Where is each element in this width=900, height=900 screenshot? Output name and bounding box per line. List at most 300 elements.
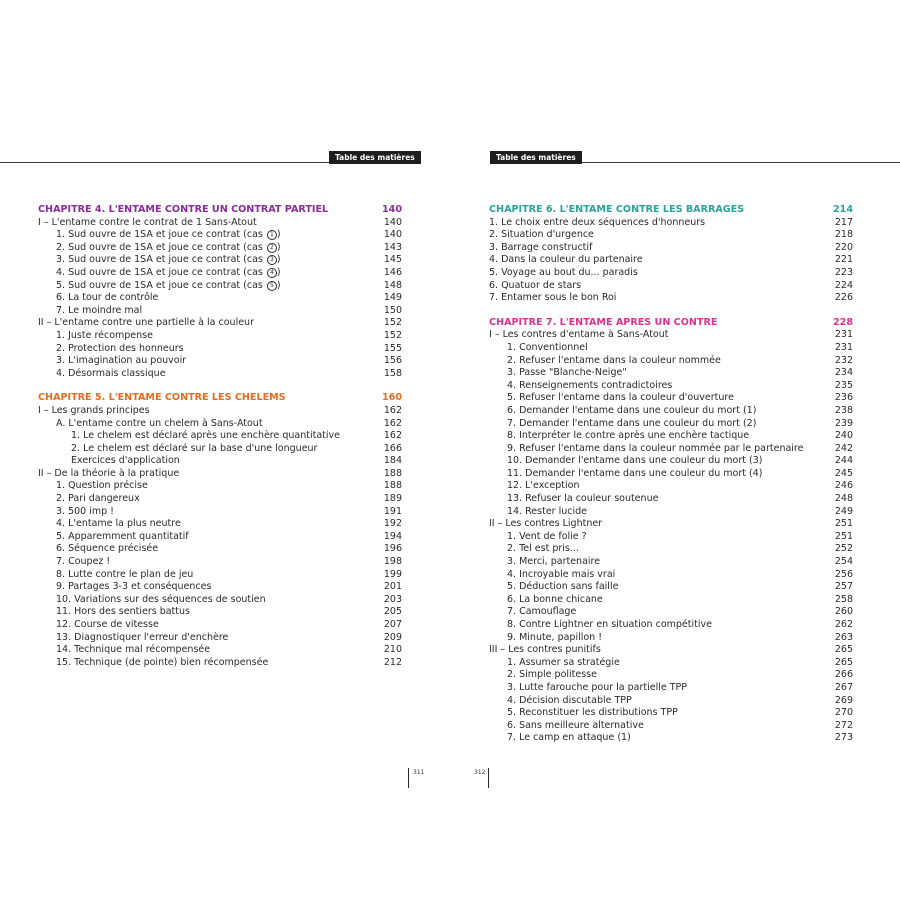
toc-entry[interactable] [38, 468, 402, 481]
toc-entry-text: 7. Le moindre mal [56, 304, 143, 316]
toc-entry[interactable] [38, 355, 402, 368]
toc-entry-text: CHAPITRE 7. L'ENTAME APRÈS UN CONTRE [489, 316, 718, 328]
toc-entry[interactable] [489, 606, 853, 619]
toc-entry-title [56, 368, 362, 381]
toc-entry-text: 2. Refuser l'entame dans la couleur nommée [507, 354, 721, 366]
toc-page-number: 249 [834, 505, 853, 517]
toc-entry-title [71, 455, 362, 468]
toc-entry-title [507, 506, 813, 519]
toc-entry-title [489, 644, 813, 657]
toc-page-number: 267 [834, 681, 853, 693]
toc-entry[interactable] [38, 569, 402, 582]
toc-entry[interactable] [38, 292, 402, 305]
toc-page-number: 265 [834, 656, 853, 668]
toc-page-number: 236 [834, 392, 853, 404]
toc-page-number: 194 [383, 530, 402, 542]
toc-entry-title [56, 506, 362, 519]
toc-page-number: 240 [834, 430, 853, 442]
toc-page-number: 242 [834, 442, 853, 454]
toc-entry[interactable] [489, 581, 853, 594]
toc-page-number: 184 [383, 455, 402, 467]
toc-page-number: 226 [834, 292, 853, 304]
toc-entry-text: 4. Sud ouvre de 1SA et joue ce contrat (cas [56, 266, 263, 278]
toc-page-number: 254 [834, 556, 853, 568]
toc-entry[interactable] [489, 543, 853, 556]
toc-entry-title [56, 518, 362, 531]
toc-entry-text: 3. Passe "Blanche-Neige" [507, 367, 627, 379]
toc-entry-text: 10. Variations sur des séquences de soutien [56, 593, 266, 605]
toc-entry-text: II – Les contres Lightner [489, 518, 603, 530]
toc-left-column [38, 204, 402, 669]
toc-entry[interactable] [38, 506, 402, 519]
toc-entry[interactable] [38, 493, 402, 506]
toc-page-number: 228 [832, 316, 853, 328]
toc-entry-title [56, 569, 362, 582]
toc-entry-text: I – Les contres d'entame à Sans-Atout [489, 329, 669, 341]
toc-entry[interactable] [38, 368, 402, 381]
toc-entry-title: 1. Sud ouvre de 1SA et joue ce contrat (cas 1 ) [56, 229, 281, 241]
toc-entry-text: 4. Dans la couleur du partenaire [489, 254, 643, 266]
toc-entry-text: 12. Course de vitesse [56, 619, 159, 630]
toc-entry-title [507, 480, 813, 493]
toc-entry-title [56, 330, 362, 343]
toc-entry[interactable] [489, 254, 853, 267]
toc-entry[interactable] [489, 594, 853, 607]
toc-page-number: 270 [834, 707, 853, 719]
toc-entry-text: 3. L'imagination au pouvoir [56, 355, 187, 367]
toc-page-number: 248 [834, 493, 853, 505]
toc-entry[interactable] [38, 644, 402, 657]
toc-entry-text: CHAPITRE 5. L'ENTAME CONTRE LES CHELEMS [38, 392, 286, 404]
toc-page-number: 218 [834, 229, 853, 241]
toc-entry[interactable] [38, 543, 402, 556]
toc-page-number: 152 [383, 329, 402, 341]
toc-chapter-heading[interactable] [489, 317, 853, 330]
toc-page-number: 156 [383, 355, 402, 367]
toc-entry[interactable] [38, 418, 402, 431]
toc-entry-title [489, 518, 813, 531]
case-number-circle: 5 [267, 281, 277, 291]
toc-page-number: 205 [383, 606, 402, 618]
toc-entry[interactable] [489, 619, 853, 632]
toc-page-number: 263 [834, 631, 853, 643]
toc-entry-title [56, 305, 362, 318]
toc-entry-text: 5. Sud ouvre de 1SA et joue ce contrat (cas [56, 279, 263, 291]
toc-chapter-heading[interactable] [38, 204, 402, 217]
toc-entry-title [56, 292, 362, 305]
toc-entry[interactable] [489, 657, 853, 670]
toc-page-number: 162 [383, 417, 402, 429]
toc-page-number: 265 [834, 644, 853, 656]
toc-entry-title [489, 329, 813, 342]
toc-entry[interactable] [38, 619, 402, 632]
toc-page-number: 189 [383, 493, 402, 505]
toc-entry-title [507, 355, 813, 368]
toc-entry-title: 3. Sud ouvre de 1SA et joue ce contrat (cas 3 ) [56, 254, 281, 266]
toc-entry[interactable] [489, 380, 853, 393]
toc-page-number: 192 [383, 518, 402, 530]
toc-entry[interactable] [489, 493, 853, 506]
toc-page-number: 252 [834, 543, 853, 555]
toc-entry-title [56, 594, 362, 607]
toc-entry-title [507, 455, 813, 468]
toc-entry[interactable] [489, 556, 853, 569]
toc-entry[interactable] [38, 430, 402, 443]
toc-entry-text: 7. Le camp en attaque (1) [507, 732, 631, 744]
toc-entry[interactable] [489, 267, 853, 280]
toc-entry-text: I – Les grands principes [38, 404, 150, 416]
toc-page-number: 160 [381, 392, 402, 404]
toc-entry-title [507, 720, 813, 733]
toc-entry-title [489, 254, 813, 267]
running-header-right: Table des matières [490, 151, 582, 164]
toc-page-number: 140 [383, 229, 402, 241]
toc-entry-text: 11. Demander l'entame dans une couleur du mort (4) [507, 467, 763, 479]
toc-entry-text: 12. L'exception [507, 480, 580, 492]
toc-entry-text: 6. Sans meilleure alternative [507, 719, 644, 731]
toc-entry[interactable] [38, 518, 402, 531]
toc-entry[interactable] [38, 254, 402, 267]
toc-entry[interactable] [489, 280, 853, 293]
toc-entry-text: CHAPITRE 6. L'ENTAME CONTRE LES BARRAGES [489, 204, 745, 215]
toc-page-number: 188 [383, 467, 402, 479]
toc-entry-text: 9. Refuser l'entame dans la couleur nommée par le partenaire [507, 442, 804, 454]
toc-entry-title [489, 267, 813, 280]
toc-entry-title [507, 443, 813, 456]
toc-entry-title [507, 430, 813, 443]
toc-entry[interactable] [489, 468, 853, 481]
toc-page-number: 273 [834, 732, 853, 744]
toc-entry-title [56, 343, 362, 356]
toc-entry-title [507, 405, 813, 418]
toc-entry[interactable] [489, 405, 853, 418]
toc-entry-title [507, 732, 813, 745]
toc-page-number: 260 [834, 606, 853, 618]
toc-entry-title [489, 292, 813, 305]
toc-page-number: 245 [834, 467, 853, 479]
toc-entry-text: II – L'entame contre une partielle à la couleur [38, 317, 254, 329]
toc-entry-text: 8. Contre Lightner en situation compétitive [507, 619, 712, 630]
toc-entry-text: 2. Le chelem est déclaré sur la base d'une longueur [71, 442, 318, 454]
toc-entry-title [507, 392, 813, 405]
toc-entry-title [507, 569, 813, 582]
toc-entry[interactable] [489, 217, 853, 230]
toc-entry-title [56, 619, 362, 632]
toc-entry[interactable] [38, 405, 402, 418]
toc-entry-text: 2. Protection des honneurs [56, 342, 184, 354]
toc-page-number: 220 [834, 241, 853, 253]
toc-entry[interactable] [38, 606, 402, 619]
toc-entry-text: 5. Refuser l'entame dans la couleur d'ouverture [507, 392, 734, 404]
toc-entry-title [489, 242, 813, 255]
toc-entry-text: 5. Reconstituer les distributions TPP [507, 707, 678, 719]
toc-entry[interactable] [38, 317, 402, 330]
toc-entry[interactable] [489, 443, 853, 456]
toc-entry-title [38, 217, 362, 230]
toc-entry-title [507, 468, 813, 481]
toc-entry-text: 8. Lutte contre le plan de jeu [56, 568, 194, 580]
toc-entry-text: 1. Sud ouvre de 1SA et joue ce contrat (cas [56, 229, 263, 241]
toc-page-number: 152 [383, 317, 402, 329]
toc-entry[interactable] [38, 531, 402, 544]
toc-entry[interactable] [489, 632, 853, 645]
toc-entry-text: 1. Le choix entre deux séquences d'honneurs [489, 216, 706, 228]
page-number-right: 312 [474, 769, 486, 776]
toc-page-number: 143 [383, 241, 402, 253]
toc-entry-text: 7. Demander l'entame dans une couleur du mort (2) [507, 417, 757, 429]
case-number-circle: 1 [267, 230, 277, 240]
toc-page-number: 155 [383, 342, 402, 354]
toc-entry-text: 3. Sud ouvre de 1SA et joue ce contrat (cas [56, 254, 263, 266]
toc-entry-title [56, 644, 362, 657]
toc-entry-title [507, 657, 813, 670]
toc-entry[interactable] [489, 707, 853, 720]
toc-entry-title [507, 619, 813, 632]
toc-entry[interactable] [38, 443, 402, 456]
case-number-circle: 2 [267, 243, 277, 253]
toc-entry-text: 5. Voyage au bout du... paradis [489, 266, 638, 278]
toc-page-number: 207 [383, 619, 402, 630]
toc-entry-text: 6. Demander l'entame dans une couleur du mort (1) [507, 404, 757, 416]
toc-entry-title [507, 581, 813, 594]
toc-entry[interactable] [489, 418, 853, 431]
toc-entry-text: 2. Sud ouvre de 1SA et joue ce contrat (cas [56, 241, 263, 253]
toc-entry[interactable] [489, 732, 853, 745]
toc-entry[interactable] [489, 531, 853, 544]
toc-entry[interactable] [38, 480, 402, 493]
toc-entry-text: 11. Hors des sentiers battus [56, 606, 190, 618]
toc-entry-text: Exercices d'application [71, 455, 180, 467]
toc-entry[interactable] [38, 455, 402, 468]
toc-entry-text: III – Les contres punitifs [489, 644, 601, 656]
toc-entry-text: 7. Coupez ! [56, 556, 111, 568]
toc-entry[interactable] [38, 343, 402, 356]
toc-page-number: 191 [383, 505, 402, 517]
toc-entry-text: 6. Quatuor de stars [489, 279, 582, 291]
toc-entry-text: 3. Barrage constructif [489, 241, 593, 253]
toc-entry-title [507, 707, 813, 720]
toc-entry-text: 2. Tel est pris... [507, 543, 579, 555]
toc-page-number: 158 [383, 367, 402, 379]
toc-chapter-heading[interactable] [489, 204, 853, 217]
toc-page-number: 150 [383, 304, 402, 316]
toc-entry[interactable] [38, 556, 402, 569]
toc-entry-text: 7. Camouflage [507, 606, 577, 618]
toc-page-number: 238 [834, 404, 853, 416]
toc-entry[interactable] [489, 506, 853, 519]
toc-entry-title [56, 543, 362, 556]
toc-entry[interactable] [489, 367, 853, 380]
toc-entry[interactable] [38, 217, 402, 230]
toc-entry-text: 1. Juste récompense [56, 329, 153, 341]
toc-entry-title [507, 682, 813, 695]
toc-page-number: 266 [834, 669, 853, 681]
running-header-left: Table des matières [329, 151, 421, 164]
toc-entry-title: 2. Sud ouvre de 1SA et joue ce contrat (cas 2 ) [56, 241, 281, 253]
toc-page-number: 140 [381, 204, 402, 215]
toc-entry[interactable] [38, 632, 402, 645]
toc-entry-title [507, 493, 813, 506]
toc-page-number: 212 [383, 656, 402, 668]
toc-entry[interactable] [489, 669, 853, 682]
toc-entry-title [38, 204, 362, 217]
toc-entry-title [56, 355, 362, 368]
toc-entry[interactable] [489, 695, 853, 708]
toc-entry-title [56, 556, 362, 569]
toc-page-number: 214 [832, 204, 853, 215]
toc-entry-text: 5. Déduction sans faille [507, 581, 619, 593]
toc-entry[interactable] [489, 355, 853, 368]
toc-entry[interactable] [489, 480, 853, 493]
toc-entry-title [38, 317, 362, 330]
toc-entry-text: 6. La bonne chicane [507, 593, 603, 605]
toc-entry[interactable] [38, 229, 402, 242]
toc-entry-title [56, 581, 362, 594]
toc-entry-text: 13. Refuser la couleur soutenue [507, 493, 659, 505]
toc-entry-text: 14. Technique mal récompensée [56, 644, 211, 656]
toc-entry-title [489, 280, 813, 293]
toc-page-number: 239 [834, 417, 853, 429]
toc-page-number: 257 [834, 581, 853, 593]
section-gap [38, 380, 402, 392]
toc-entry[interactable] [38, 280, 402, 293]
toc-page-number: 198 [383, 556, 402, 568]
toc-entry-text: 6. Séquence précisée [56, 543, 159, 555]
toc-entry[interactable] [38, 305, 402, 318]
toc-entry-title [489, 217, 813, 230]
toc-page-number: 258 [834, 593, 853, 605]
toc-entry-title [56, 531, 362, 544]
toc-entry-text: 8. Interpréter le contre après une enchère tactique [507, 430, 750, 442]
toc-entry[interactable] [489, 644, 853, 657]
folio-divider-left [408, 768, 409, 788]
toc-entry[interactable] [489, 392, 853, 405]
toc-entry[interactable] [489, 342, 853, 355]
toc-entry[interactable] [489, 518, 853, 531]
toc-page-number: 140 [383, 216, 402, 228]
toc-entry-text: II – De la théorie à la pratique [38, 467, 180, 479]
toc-entry-title [507, 606, 813, 619]
toc-entry[interactable] [38, 594, 402, 607]
toc-entry-title [489, 229, 813, 242]
toc-entry-text: 1. Assumer sa stratégie [507, 656, 620, 668]
toc-entry-text: 9. Minute, papillon ! [507, 631, 603, 643]
section-gap [489, 305, 853, 317]
toc-page-number: 146 [383, 266, 402, 278]
toc-page-number: 166 [383, 442, 402, 454]
toc-right-column [489, 204, 853, 745]
toc-entry-title [56, 480, 362, 493]
toc-entry-title [489, 204, 813, 217]
toc-entry-text: 2. Pari dangereux [56, 493, 140, 505]
toc-entry-title [507, 556, 813, 569]
toc-entry[interactable] [489, 682, 853, 695]
toc-entry-text: 9. Partages 3-3 et conséquences [56, 581, 212, 593]
toc-entry-text: 13. Diagnostiquer l'erreur d'enchère [56, 631, 229, 643]
toc-page-number: 149 [383, 292, 402, 304]
toc-entry[interactable] [489, 455, 853, 468]
toc-entry[interactable] [38, 657, 402, 670]
toc-entry[interactable] [38, 267, 402, 280]
toc-entry[interactable] [489, 229, 853, 242]
toc-entry-title [56, 493, 362, 506]
toc-entry-title [507, 367, 813, 380]
toc-page-number: 162 [383, 430, 402, 442]
toc-entry-title [507, 418, 813, 431]
toc-entry-title [507, 342, 813, 355]
toc-entry-text: 1. Vent de folie ? [507, 530, 587, 542]
toc-entry-text: 6. La tour de contrôle [56, 292, 159, 304]
toc-entry-text: I – L'entame contre le contrat de 1 Sans-Atout [38, 216, 257, 228]
toc-page-number: 251 [834, 518, 853, 530]
toc-page-number: 188 [383, 480, 402, 492]
toc-entry-title [507, 594, 813, 607]
toc-entry[interactable] [38, 330, 402, 343]
toc-entry[interactable] [38, 242, 402, 255]
toc-entry-text: 2. Situation d'urgence [489, 229, 594, 241]
toc-page-number: 234 [834, 367, 853, 379]
toc-entry[interactable] [38, 581, 402, 594]
toc-page-number: 223 [834, 266, 853, 278]
toc-entry-text: 1. Conventionnel [507, 341, 588, 353]
toc-entry[interactable] [489, 242, 853, 255]
toc-page-number: 201 [383, 581, 402, 593]
toc-page-number: 231 [834, 341, 853, 353]
toc-entry-title [56, 657, 362, 670]
toc-entry-text: 3. Merci, partenaire [507, 556, 601, 568]
toc-entry-title [71, 430, 362, 443]
toc-page-number: 262 [834, 619, 853, 630]
toc-page-number: 221 [834, 254, 853, 266]
toc-page-number: 217 [834, 216, 853, 228]
toc-entry-text: CHAPITRE 4. L'ENTAME CONTRE UN CONTRAT PARTIEL [38, 204, 329, 215]
toc-entry[interactable] [489, 569, 853, 582]
toc-entry-text: 15. Technique (de pointe) bien récompensée [56, 656, 269, 668]
toc-entry-title [507, 380, 813, 393]
folio-divider-right [488, 768, 489, 788]
toc-page-number: 231 [834, 329, 853, 341]
toc-entry-text: A. L'entame contre un chelem à Sans-Atout [56, 417, 263, 429]
case-number-circle: 4 [267, 268, 277, 278]
toc-page-number: 232 [834, 354, 853, 366]
toc-page-number: 148 [383, 279, 402, 291]
toc-entry-text: 1. Le chelem est déclaré après une enchère quantitative [71, 430, 341, 442]
toc-page-number: 196 [383, 543, 402, 555]
toc-entry-text: 2. Simple politesse [507, 669, 597, 681]
toc-chapter-heading[interactable] [38, 392, 402, 405]
case-number-circle: 3 [267, 255, 277, 265]
toc-page-number: 235 [834, 379, 853, 391]
toc-entry-text: 10. Demander l'entame dans une couleur du mort (3) [507, 455, 763, 467]
toc-page-number: 224 [834, 279, 853, 291]
toc-entry-text: 4. Décision discutable TPP [507, 694, 632, 706]
toc-page-number: 203 [383, 593, 402, 605]
toc-entry[interactable] [489, 430, 853, 443]
toc-entry-text: 4. L'entame la plus neutre [56, 518, 181, 530]
toc-entry[interactable] [489, 329, 853, 342]
toc-page-number: 269 [834, 694, 853, 706]
toc-entry-text: 4. Incroyable mais vrai [507, 568, 616, 580]
toc-entry-title [38, 392, 362, 405]
toc-entry-title [507, 531, 813, 544]
toc-entry-title [56, 632, 362, 645]
toc-entry-title [56, 606, 362, 619]
toc-entry-title [507, 695, 813, 708]
toc-entry-text: 3. Lutte farouche pour la partielle TPP [507, 681, 687, 693]
toc-entry[interactable] [489, 292, 853, 305]
toc-entry[interactable] [489, 720, 853, 733]
toc-entry-text: 4. Renseignements contradictoires [507, 379, 673, 391]
